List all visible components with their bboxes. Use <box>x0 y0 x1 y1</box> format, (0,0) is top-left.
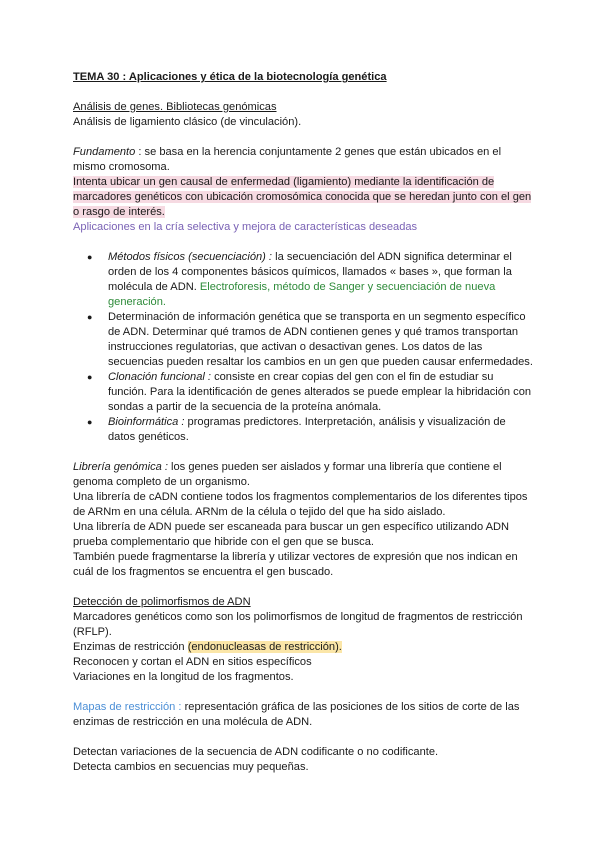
paragraph-marcadores: Marcadores genéticos como son los polimorfismos de longitud de fragmentos de restricción (RFLP). <box>73 611 523 638</box>
list-item <box>73 250 533 310</box>
bullet-label: Bioinformática : <box>108 416 185 428</box>
bullet-text: Determinación de información genética que se transporta en un segmento específico de ADN. Determinar qué tramos de ADN contienen genes y qué tramos transportan instrucciones regulatorias, que activan o desactivan genes. Los datos de las secuencias pueden resaltar los cambios en un gen que pueden causar enfermedades. <box>108 311 533 368</box>
fundamento-label: Fundamento <box>73 146 136 158</box>
list-item <box>73 310 533 370</box>
document-page <box>73 70 533 775</box>
paragraph-enzimas <box>73 640 533 655</box>
paragraph-mapas <box>73 700 533 730</box>
paragraph-detectan: Detectan variaciones de la secuencia de ADN codificante o no codificante. <box>73 746 439 758</box>
section-heading-polimorfismos: Detección de polimorfismos de ADN <box>73 596 251 608</box>
paragraph-fundamento <box>73 145 533 175</box>
bullet-text: programas predictores. Interpretación, análisis y visualización de datos genéticos. <box>108 416 506 443</box>
bullet-text: la secuenciación del ADN significa determinar el orden de los 4 componentes básicos químicos, llamados « bases », que forman la molécula de ADN. <box>108 251 512 293</box>
mapas-label: Mapas de restricción : <box>73 701 182 713</box>
paragraph-adn-escaneada: Una librería de ADN puede ser escaneada para buscar un gen específico utilizando ADN prueba complementario que hibride con el gen que se busca. <box>73 521 510 548</box>
paragraph-aplicaciones: Aplicaciones en la cría selectiva y mejora de características deseadas <box>73 221 418 233</box>
paragraph-highlight <box>73 175 533 220</box>
paragraph-libreria <box>73 460 533 490</box>
bullet-list <box>73 250 533 445</box>
paragraph-ligamiento: Análisis de ligamiento clásico (de vinculación). <box>73 116 302 128</box>
paragraph-variaciones: Variaciones en la longitud de los fragmentos. <box>73 671 294 683</box>
list-item <box>73 370 533 415</box>
paragraph-cadn: Una librería de cADN contiene todos los fragmentos complementarios de los diferentes tipos de ARNm en una célula. ARNm de la célula o tejido del que ha sido aislado. <box>73 491 528 518</box>
bullet-label: Clonación funcional : <box>108 371 211 383</box>
bullet-green-text: Electroforesis, método de Sanger y secuenciación de nueva generación. <box>108 281 496 308</box>
highlighted-text: Intenta ubicar un gen causal de enfermedad (ligamiento) mediante la identificación de marcadores genéticos con ubicación cromosómica conocida que se heredan junto con el gen o rasgo de interés. <box>73 176 532 218</box>
section-heading-analisis: Análisis de genes. Bibliotecas genómicas <box>73 101 277 113</box>
bullet-text: consiste en crear copias del gen con el fin de estudiar su función. Para la identificación de genes alterados se puede emplear la hibridación con sondas a partir de la secuencia de la proteína anómala. <box>108 371 532 413</box>
fundamento-text: : se basa en la herencia conjuntamente 2 genes que están ubicados en el mismo cromosoma. <box>73 146 502 173</box>
list-item <box>73 415 533 445</box>
bullet-label: Métodos físicos (secuenciación) : <box>108 251 273 263</box>
page-title: TEMA 30 : Aplicaciones y ética de la biotecnología genética <box>73 71 387 83</box>
paragraph-fragmentarse: También puede fragmentarse la librería y utilizar vectores de expresión que nos indican en cuál de los fragmentos se encuentra el gen buscado. <box>73 551 518 578</box>
libreria-text: los genes pueden ser aislados y formar una librería que contiene el genoma completo de un organismo. <box>73 461 502 488</box>
enzimas-highlight: (endonucleasas de restricción). <box>187 641 342 653</box>
paragraph-detecta: Detecta cambios en secuencias muy pequeñas. <box>73 761 309 773</box>
paragraph-reconocen: Reconocen y cortan el ADN en sitios específicos <box>73 656 312 668</box>
libreria-label: Librería genómica : <box>73 461 168 473</box>
enzimas-text: Enzimas de restricción <box>73 641 188 653</box>
mapas-text: representación gráfica de las posiciones de los sitios de corte de las enzimas de restricción en una molécula de ADN. <box>73 701 520 728</box>
